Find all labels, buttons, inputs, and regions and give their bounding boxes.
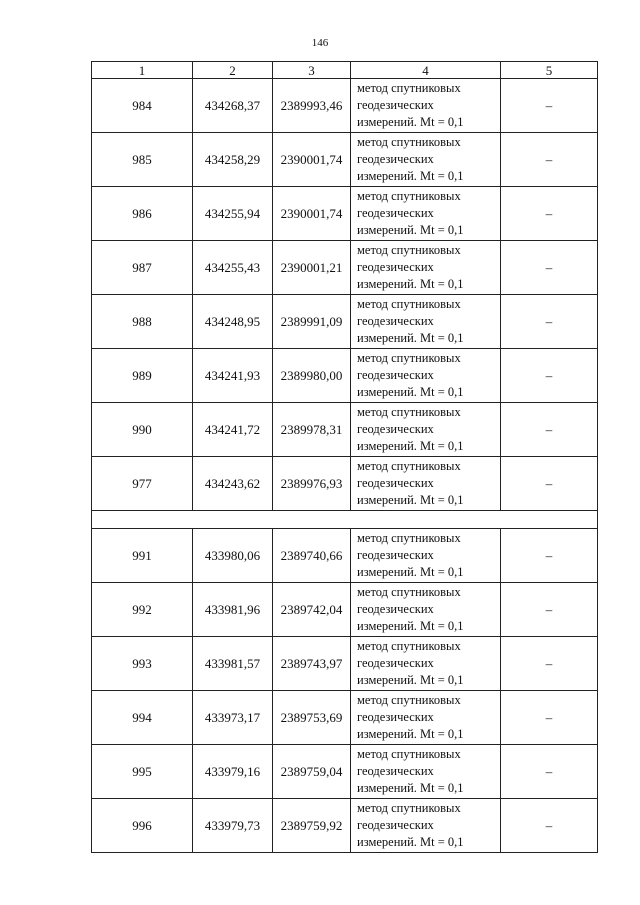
y-coordinate-cell: 2389742,04	[273, 583, 351, 637]
method-line: геодезических	[357, 656, 434, 670]
table-row	[92, 529, 598, 583]
method-line: измерений. Mt = 0,1	[357, 223, 464, 237]
x-coordinate-cell: 434258,29	[193, 133, 273, 187]
method-line: геодезических	[357, 152, 434, 166]
y-coordinate-cell: 2389759,04	[273, 745, 351, 799]
method-line: геодезических	[357, 422, 434, 436]
table-row	[92, 79, 598, 133]
table-row	[92, 187, 598, 241]
x-coordinate-cell: 433973,17	[193, 691, 273, 745]
method-line: метод спутниковых	[357, 297, 461, 311]
method-line: метод спутниковых	[357, 459, 461, 473]
point-number-cell: 995	[92, 745, 193, 799]
method-line: измерений. Mt = 0,1	[357, 385, 464, 399]
note-cell: –	[501, 637, 598, 691]
y-coordinate-cell: 2389743,97	[273, 637, 351, 691]
note-cell: –	[501, 745, 598, 799]
method-cell	[351, 295, 501, 349]
method-line: измерений. Mt = 0,1	[357, 781, 464, 795]
x-coordinate-cell: 434248,95	[193, 295, 273, 349]
point-number-cell: 990	[92, 403, 193, 457]
point-number-cell: 992	[92, 583, 193, 637]
method-line: метод спутниковых	[357, 189, 461, 203]
method-line: метод спутниковых	[357, 693, 461, 707]
x-coordinate-cell: 434241,93	[193, 349, 273, 403]
method-cell	[351, 637, 501, 691]
note-cell: –	[501, 133, 598, 187]
method-line: метод спутниковых	[357, 801, 461, 815]
method-cell	[351, 133, 501, 187]
method-cell	[351, 529, 501, 583]
y-coordinate-cell: 2390001,21	[273, 241, 351, 295]
table-row	[92, 583, 598, 637]
method-line: метод спутниковых	[357, 351, 461, 365]
method-cell	[351, 403, 501, 457]
method-line: метод спутниковых	[357, 135, 461, 149]
point-number-cell: 987	[92, 241, 193, 295]
method-line: измерений. Mt = 0,1	[357, 565, 464, 579]
x-coordinate-cell: 433979,16	[193, 745, 273, 799]
method-cell	[351, 745, 501, 799]
point-number-cell: 989	[92, 349, 193, 403]
y-coordinate-cell: 2389993,46	[273, 79, 351, 133]
method-line: метод спутниковых	[357, 243, 461, 257]
x-coordinate-cell: 434241,72	[193, 403, 273, 457]
point-number-cell: 986	[92, 187, 193, 241]
page-number: 146	[311, 37, 329, 49]
header-col-1: 1	[92, 62, 193, 79]
method-line: метод спутниковых	[357, 81, 461, 95]
method-cell	[351, 79, 501, 133]
method-line: измерений. Mt = 0,1	[357, 727, 464, 741]
note-cell: –	[501, 691, 598, 745]
y-coordinate-cell: 2389759,92	[273, 799, 351, 853]
header-col-2: 2	[193, 62, 273, 79]
group-separator-row	[92, 511, 598, 529]
method-cell	[351, 349, 501, 403]
point-number-cell: 988	[92, 295, 193, 349]
method-cell	[351, 799, 501, 853]
method-line: измерений. Mt = 0,1	[357, 331, 464, 345]
x-coordinate-cell: 434255,94	[193, 187, 273, 241]
note-cell: –	[501, 79, 598, 133]
x-coordinate-cell: 434255,43	[193, 241, 273, 295]
method-line: геодезических	[357, 368, 434, 382]
method-line: метод спутниковых	[357, 405, 461, 419]
note-cell: –	[501, 295, 598, 349]
method-line: геодезических	[357, 206, 434, 220]
method-line: измерений. Mt = 0,1	[357, 835, 464, 849]
method-line: метод спутниковых	[357, 585, 461, 599]
header-col-5: 5	[501, 62, 598, 79]
note-cell: –	[501, 529, 598, 583]
method-line: измерений. Mt = 0,1	[357, 439, 464, 453]
point-number-cell: 993	[92, 637, 193, 691]
method-cell	[351, 241, 501, 295]
x-coordinate-cell: 433981,57	[193, 637, 273, 691]
method-cell	[351, 457, 501, 511]
table-body	[92, 79, 598, 853]
table-row	[92, 241, 598, 295]
header-col-3: 3	[273, 62, 351, 79]
coordinates-table	[91, 61, 598, 853]
y-coordinate-cell: 2389976,93	[273, 457, 351, 511]
method-line: геодезических	[357, 818, 434, 832]
y-coordinate-cell: 2389991,09	[273, 295, 351, 349]
y-coordinate-cell: 2389753,69	[273, 691, 351, 745]
note-cell: –	[501, 241, 598, 295]
method-line: измерений. Mt = 0,1	[357, 115, 464, 129]
method-line: метод спутниковых	[357, 747, 461, 761]
header-row	[92, 62, 598, 79]
note-cell: –	[501, 583, 598, 637]
method-cell	[351, 583, 501, 637]
method-line: геодезических	[357, 314, 434, 328]
method-line: геодезических	[357, 602, 434, 616]
method-line: измерений. Mt = 0,1	[357, 169, 464, 183]
x-coordinate-cell: 433979,73	[193, 799, 273, 853]
table-row	[92, 457, 598, 511]
method-line: измерений. Mt = 0,1	[357, 493, 464, 507]
table-row	[92, 637, 598, 691]
x-coordinate-cell: 433980,06	[193, 529, 273, 583]
y-coordinate-cell: 2390001,74	[273, 133, 351, 187]
table-row	[92, 133, 598, 187]
x-coordinate-cell: 433981,96	[193, 583, 273, 637]
point-number-cell: 977	[92, 457, 193, 511]
note-cell: –	[501, 799, 598, 853]
point-number-cell: 991	[92, 529, 193, 583]
table-row	[92, 745, 598, 799]
method-line: измерений. Mt = 0,1	[357, 619, 464, 633]
y-coordinate-cell: 2390001,74	[273, 187, 351, 241]
point-number-cell: 996	[92, 799, 193, 853]
y-coordinate-cell: 2389980,00	[273, 349, 351, 403]
y-coordinate-cell: 2389978,31	[273, 403, 351, 457]
method-line: геодезических	[357, 548, 434, 562]
note-cell: –	[501, 349, 598, 403]
note-cell: –	[501, 187, 598, 241]
method-line: геодезических	[357, 764, 434, 778]
method-line: измерений. Mt = 0,1	[357, 277, 464, 291]
table-row	[92, 403, 598, 457]
point-number-cell: 984	[92, 79, 193, 133]
table-row	[92, 349, 598, 403]
method-cell	[351, 187, 501, 241]
method-line: геодезических	[357, 260, 434, 274]
y-coordinate-cell: 2389740,66	[273, 529, 351, 583]
table-row	[92, 691, 598, 745]
point-number-cell: 994	[92, 691, 193, 745]
point-number-cell: 985	[92, 133, 193, 187]
header-col-4: 4	[351, 62, 501, 79]
method-line: метод спутниковых	[357, 639, 461, 653]
method-line: метод спутниковых	[357, 531, 461, 545]
table-row	[92, 799, 598, 853]
x-coordinate-cell: 434243,62	[193, 457, 273, 511]
x-coordinate-cell: 434268,37	[193, 79, 273, 133]
method-line: геодезических	[357, 98, 434, 112]
table-row	[92, 295, 598, 349]
note-cell: –	[501, 403, 598, 457]
method-line: геодезических	[357, 476, 434, 490]
note-cell: –	[501, 457, 598, 511]
table-header	[92, 62, 598, 79]
group-separator-cell	[92, 511, 598, 529]
method-line: измерений. Mt = 0,1	[357, 673, 464, 687]
method-line: геодезических	[357, 710, 434, 724]
method-cell	[351, 691, 501, 745]
